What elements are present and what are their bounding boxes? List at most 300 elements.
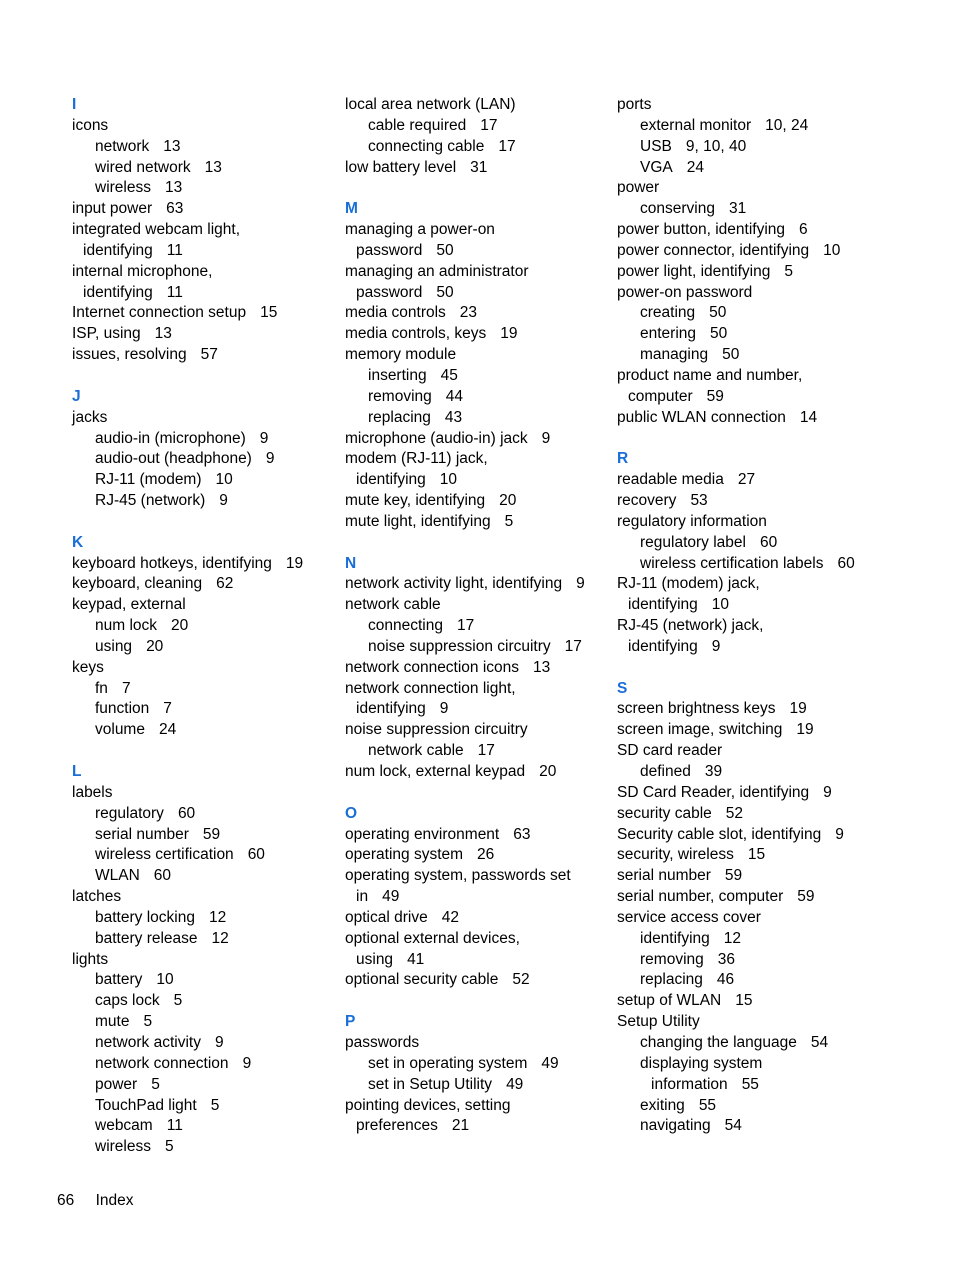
index-letter-heading: M	[345, 200, 358, 218]
index-page-ref[interactable]: 7	[121, 679, 131, 697]
index-column-3	[617, 95, 855, 1137]
index-page-ref[interactable]: 10, 24	[765, 116, 809, 134]
index-term: recovery	[617, 492, 677, 510]
index-entry	[617, 574, 855, 595]
index-term: screen image, switching	[617, 721, 783, 739]
index-entry	[72, 970, 303, 991]
index-term: network activity light, identifying	[345, 575, 563, 593]
index-term: RJ-11 (modem)	[95, 471, 202, 489]
index-page-ref[interactable]: 17	[498, 137, 516, 155]
index-page-ref[interactable]: 11	[166, 283, 183, 301]
index-entry	[345, 366, 585, 387]
index-entry	[617, 220, 855, 241]
index-term: operating system	[345, 846, 464, 864]
index-entry	[345, 1075, 585, 1096]
index-term: modem (RJ-11) jack,	[345, 450, 488, 468]
index-page-ref[interactable]: 60	[153, 867, 172, 885]
index-term: identifying	[356, 471, 426, 489]
section-spacer	[617, 658, 855, 679]
index-page-ref[interactable]: 46	[716, 971, 735, 989]
index-page-ref[interactable]: 9	[576, 575, 585, 593]
index-page-ref[interactable]: 9	[214, 1033, 224, 1051]
index-entry	[345, 429, 585, 450]
index-term: power button, identifying	[617, 221, 786, 239]
section-spacer	[72, 366, 303, 387]
index-page-ref[interactable]: 59	[202, 825, 221, 843]
index-term: wireless	[95, 1138, 151, 1156]
index-page-ref[interactable]: 9	[711, 637, 721, 655]
index-term: regulatory label	[640, 533, 746, 551]
index-term: replacing	[640, 971, 703, 989]
index-page-ref[interactable]: 5	[784, 262, 793, 280]
index-term: identifying	[628, 596, 698, 614]
index-entry	[72, 220, 303, 241]
index-page-ref[interactable]: 17	[456, 617, 475, 635]
index-page-ref[interactable]: 10	[711, 596, 730, 614]
index-page-ref[interactable]: 31	[470, 158, 488, 176]
index-term: keypad, external	[72, 596, 186, 614]
index-page-ref[interactable]: 59	[706, 387, 724, 405]
index-term: TouchPad light	[95, 1096, 197, 1114]
index-page-ref[interactable]: 54	[724, 1117, 742, 1135]
index-entry	[617, 908, 855, 929]
index-term: battery	[95, 971, 143, 989]
index-term: wireless certification labels	[640, 554, 824, 572]
index-page-ref[interactable]: 19	[789, 700, 807, 718]
index-entry	[617, 1054, 855, 1075]
footer-section-title: Index	[95, 1192, 134, 1209]
index-entry	[345, 345, 585, 366]
index-entry	[72, 804, 303, 825]
index-page-ref[interactable]: 17	[480, 116, 498, 134]
index-page-ref[interactable]: 15	[260, 304, 278, 322]
index-entry	[345, 449, 585, 470]
index-term: password	[356, 283, 423, 301]
index-term: managing a power-on	[345, 221, 495, 239]
index-page-ref[interactable]: 57	[200, 346, 218, 364]
index-term: using	[95, 637, 133, 655]
index-term: serial number	[617, 867, 711, 885]
index-page-ref[interactable]: 49	[541, 1054, 559, 1072]
section-spacer	[345, 783, 585, 804]
index-entry	[345, 658, 585, 679]
index-term: SD card reader	[617, 742, 723, 760]
index-page-ref[interactable]: 39	[704, 763, 723, 780]
index-term: replacing	[368, 408, 431, 426]
index-page-ref[interactable]: 5	[164, 1138, 174, 1156]
index-entry	[617, 303, 855, 324]
index-page-ref[interactable]: 9	[835, 825, 844, 843]
index-term: operating system, passwords set	[345, 867, 571, 885]
index-entry	[345, 1054, 585, 1075]
index-page-ref[interactable]: 5	[210, 1096, 220, 1114]
index-page-ref[interactable]: 20	[146, 637, 164, 655]
index-term: keyboard, cleaning	[72, 575, 203, 593]
index-entry	[345, 470, 585, 491]
index-entry	[72, 408, 303, 429]
index-entry	[72, 825, 303, 846]
index-entry	[72, 449, 303, 470]
index-term: low battery level	[345, 158, 457, 176]
index-term: labels	[72, 783, 113, 801]
index-page-ref[interactable]: 10	[156, 971, 174, 989]
index-entry	[72, 845, 303, 866]
index-entry	[345, 158, 585, 179]
index-entry	[617, 1075, 855, 1096]
index-page-ref[interactable]: 20	[171, 617, 189, 635]
index-entry	[72, 491, 303, 512]
index-term: issues, resolving	[72, 346, 187, 364]
index-term: security cable	[617, 804, 712, 822]
index-page-ref[interactable]: 52	[512, 971, 530, 989]
index-term: microphone (audio-in) jack	[345, 429, 528, 447]
index-page-ref[interactable]: 26	[477, 846, 495, 864]
index-entry	[345, 866, 585, 887]
index-term: preferences	[356, 1117, 438, 1135]
index-page-ref[interactable]: 44	[445, 387, 463, 405]
index-term: USB	[640, 137, 672, 155]
index-page-ref[interactable]: 5	[173, 992, 183, 1010]
index-letter-heading: L	[72, 763, 82, 780]
index-entry	[72, 595, 303, 616]
index-letter-heading: N	[345, 554, 357, 572]
section-spacer	[345, 533, 585, 554]
index-page-ref[interactable]: 17	[564, 637, 582, 655]
index-page-ref[interactable]: 45	[440, 366, 458, 384]
index-term: changing the language	[640, 1033, 797, 1051]
index-letter-heading: P	[345, 1013, 356, 1031]
index-entry	[617, 241, 855, 262]
index-term: integrated webcam light,	[72, 221, 241, 239]
index-term: volume	[95, 721, 145, 739]
index-page-ref[interactable]: 12	[723, 929, 742, 947]
index-entry	[72, 574, 303, 595]
section-spacer	[72, 741, 303, 762]
index-page-ref[interactable]: 60	[177, 804, 196, 822]
index-entry	[345, 512, 585, 533]
index-term: regulatory	[95, 804, 164, 822]
index-entry	[345, 637, 585, 658]
index-entry	[345, 908, 585, 929]
index-page-ref[interactable]: 24	[158, 721, 177, 739]
index-entry	[617, 533, 855, 554]
index-term: power connector, identifying	[617, 241, 810, 259]
index-entry	[617, 470, 855, 491]
index-page-ref[interactable]: 10	[215, 471, 233, 489]
index-term: lights	[72, 950, 109, 968]
index-page-ref[interactable]: 11	[166, 241, 183, 259]
index-term: keyboard hotkeys, identifying	[72, 554, 272, 572]
index-term: conserving	[640, 200, 715, 218]
index-page-ref[interactable]: 6	[799, 221, 808, 239]
index-term: battery release	[95, 929, 198, 947]
index-page-ref[interactable]: 12	[208, 908, 227, 926]
index-entry	[345, 387, 585, 408]
index-letter-heading: O	[345, 804, 358, 822]
index-page-ref[interactable]: 13	[204, 158, 222, 176]
index-page-ref[interactable]: 50	[436, 241, 454, 259]
index-term: connecting cable	[368, 137, 485, 155]
index-column-1	[72, 95, 303, 1158]
index-term: identifying	[83, 241, 153, 259]
index-page-ref[interactable]: 13	[154, 325, 172, 343]
index-entry	[72, 303, 303, 324]
index-entry	[617, 970, 855, 991]
index-page-ref[interactable]: 11	[166, 1117, 183, 1135]
index-page-ref[interactable]: 60	[837, 554, 855, 572]
index-page-ref[interactable]: 19	[796, 721, 814, 739]
index-term: removing	[640, 950, 704, 968]
index-term: wired network	[95, 158, 191, 176]
index-page-ref[interactable]: 9	[541, 429, 551, 447]
index-page-ref[interactable]: 59	[797, 888, 815, 906]
index-page-ref[interactable]: 19	[285, 554, 304, 572]
index-page-ref[interactable]: 53	[690, 492, 708, 510]
index-page-ref[interactable]: 50	[709, 304, 727, 322]
index-page-ref[interactable]: 7	[163, 700, 172, 718]
index-entry	[72, 1075, 303, 1096]
index-letter-heading: J	[72, 387, 81, 405]
index-entry	[345, 491, 585, 512]
index-term: optional external devices,	[345, 929, 520, 947]
index-page-ref[interactable]: 9	[823, 783, 832, 801]
index-term: displaying system	[640, 1054, 763, 1072]
index-entry	[72, 991, 303, 1012]
index-entry	[72, 679, 303, 700]
section-spacer	[345, 991, 585, 1012]
index-page-ref[interactable]: 59	[724, 867, 743, 885]
index-page-ref[interactable]: 15	[735, 992, 753, 1010]
index-page-ref[interactable]: 13	[164, 179, 183, 197]
index-entry	[617, 783, 855, 804]
index-page-ref[interactable]: 55	[741, 1075, 759, 1093]
index-page-ref[interactable]: 63	[513, 825, 531, 843]
index-entry	[72, 283, 303, 304]
index-entry	[617, 178, 855, 199]
index-entry	[617, 741, 855, 762]
index-page-ref[interactable]: 20	[499, 492, 517, 510]
index-page-ref[interactable]: 5	[143, 1013, 153, 1031]
index-page-ref[interactable]: 13	[163, 137, 181, 155]
index-letter-heading: S	[617, 679, 628, 697]
index-entry	[617, 616, 855, 637]
index-page-ref[interactable]: 14	[799, 408, 818, 426]
index-term: num lock, external keypad	[345, 763, 526, 780]
index-page-ref[interactable]: 42	[441, 908, 459, 926]
index-term: setup of WLAN	[617, 992, 722, 1010]
index-entry	[72, 345, 303, 366]
index-entry	[72, 429, 303, 450]
index-term: screen brightness keys	[617, 700, 776, 718]
index-entry	[72, 866, 303, 887]
index-entry	[345, 283, 585, 304]
index-entry	[72, 554, 303, 575]
index-entry	[72, 929, 303, 950]
index-entry	[617, 595, 855, 616]
index-page-ref[interactable]: 41	[407, 950, 425, 968]
index-entry	[345, 679, 585, 700]
index-term: jacks	[72, 408, 108, 426]
index-term: fn	[95, 679, 108, 697]
index-page-ref[interactable]: 9	[242, 1054, 252, 1072]
section-spacer	[72, 512, 303, 533]
index-column-2	[345, 95, 585, 1137]
index-term: SD Card Reader, identifying	[617, 783, 810, 801]
index-page-ref[interactable]: 9	[219, 492, 228, 510]
index-term: power	[617, 179, 660, 197]
index-term: power-on password	[617, 283, 753, 301]
index-term: network activity	[95, 1033, 201, 1051]
index-entry	[345, 1033, 585, 1054]
index-entry	[72, 158, 303, 179]
index-page-ref[interactable]: 49	[506, 1075, 524, 1093]
index-page-ref[interactable]: 21	[451, 1117, 470, 1135]
index-term: serial number	[95, 825, 189, 843]
index-term: Internet connection setup	[72, 304, 247, 322]
index-entry	[617, 845, 855, 866]
index-entry	[617, 408, 855, 429]
index-page-ref[interactable]: 10	[439, 471, 458, 489]
index-term: function	[95, 700, 150, 718]
index-term: computer	[628, 387, 693, 405]
index-term: local area network (LAN)	[345, 96, 516, 113]
index-page-ref[interactable]: 60	[759, 533, 778, 551]
index-entry	[345, 825, 585, 846]
index-page-ref[interactable]: 54	[810, 1033, 829, 1051]
index-entry	[72, 699, 303, 720]
index-term: readable media	[617, 471, 724, 489]
index-entry	[617, 387, 855, 408]
index-entry	[72, 1137, 303, 1158]
index-term: pointing devices, setting	[345, 1096, 511, 1114]
index-term: passwords	[345, 1033, 420, 1051]
index-letter-heading: K	[72, 533, 84, 551]
index-entry	[617, 512, 855, 533]
index-term: connecting	[368, 617, 443, 635]
index-term: optical drive	[345, 908, 428, 926]
index-page-ref[interactable]: 31	[728, 200, 747, 218]
index-entry	[617, 324, 855, 345]
index-page-ref[interactable]: 19	[500, 325, 518, 343]
index-entry	[345, 887, 585, 908]
index-entry	[345, 95, 585, 116]
index-term: Security cable slot, identifying	[617, 825, 822, 843]
index-entry	[345, 970, 585, 991]
index-page-ref[interactable]: 10	[823, 241, 841, 259]
index-page-ref[interactable]: 9	[439, 700, 449, 718]
index-entry	[72, 199, 303, 220]
index-page-ref[interactable]: 15	[747, 846, 766, 864]
index-entry	[72, 1096, 303, 1117]
index-page-ref[interactable]: 5	[504, 512, 514, 530]
index-page-ref[interactable]: 63	[166, 200, 184, 218]
index-page-ref[interactable]: 50	[436, 283, 454, 301]
index-term: network connection icons	[345, 658, 520, 676]
index-page-ref[interactable]: 13	[533, 658, 551, 676]
index-page-ref[interactable]: 24	[686, 158, 704, 176]
index-term: icons	[72, 116, 109, 134]
index-entry	[72, 950, 303, 971]
index-term: VGA	[640, 158, 673, 176]
index-entry	[345, 845, 585, 866]
index-term: creating	[640, 304, 696, 322]
index-term: noise suppression circuitry	[368, 637, 551, 655]
index-term: RJ-45 (network)	[95, 492, 206, 510]
index-page-ref[interactable]: 27	[737, 471, 756, 489]
index-term: set in operating system	[368, 1054, 528, 1072]
index-term: caps lock	[95, 992, 160, 1010]
index-page-ref[interactable]: 5	[151, 1075, 160, 1093]
index-entry	[72, 1116, 303, 1137]
index-entry	[72, 1054, 303, 1075]
index-term: managing	[640, 346, 709, 364]
index-page-ref[interactable]: 9	[265, 450, 275, 468]
index-term: memory module	[345, 346, 457, 364]
index-entry	[617, 137, 855, 158]
index-entry	[617, 825, 855, 846]
index-entry	[345, 1116, 585, 1137]
index-entry	[345, 241, 585, 262]
index-page-ref[interactable]: 50	[710, 325, 728, 343]
index-term: num lock	[95, 617, 158, 635]
index-entry	[345, 929, 585, 950]
index-letter-heading: R	[617, 450, 629, 468]
index-page-ref[interactable]: 36	[717, 950, 735, 968]
index-entry	[617, 929, 855, 950]
index-entry	[345, 741, 585, 762]
index-page-ref[interactable]: 9	[259, 429, 269, 447]
index-entry	[345, 720, 585, 741]
index-page-ref[interactable]: 50	[722, 346, 740, 364]
index-term: entering	[640, 325, 697, 343]
index-entry	[617, 699, 855, 720]
index-term: identifying	[640, 929, 710, 947]
index-entry	[617, 804, 855, 825]
index-page-ref[interactable]: 62	[216, 575, 234, 593]
index-term: media controls, keys	[345, 325, 487, 343]
index-page-ref[interactable]: 43	[444, 408, 463, 426]
index-page-ref[interactable]: 55	[698, 1096, 717, 1114]
index-entry	[617, 491, 855, 512]
index-term: input power	[72, 200, 153, 218]
index-entry	[617, 1096, 855, 1117]
index-term: product name and number,	[617, 366, 803, 384]
index-entry	[617, 1033, 855, 1054]
index-term: network cable	[368, 742, 464, 760]
index-entry	[617, 991, 855, 1012]
index-page-ref[interactable]: 20	[539, 763, 557, 780]
index-term: identifying	[628, 637, 698, 655]
index-page-ref[interactable]: 52	[725, 804, 744, 822]
index-page-ref[interactable]: 9, 10, 40	[685, 137, 747, 155]
index-entry	[72, 241, 303, 262]
index-term: webcam	[95, 1117, 153, 1135]
index-entry	[617, 762, 855, 783]
index-page-ref[interactable]: 17	[477, 742, 495, 760]
index-page-ref[interactable]: 23	[459, 304, 478, 322]
index-term: cable required	[368, 116, 467, 134]
index-term: internal microphone,	[72, 262, 213, 280]
index-page-ref[interactable]: 49	[382, 888, 400, 906]
index-page-ref[interactable]: 60	[247, 846, 265, 864]
index-entry	[72, 616, 303, 637]
index-term: operating environment	[345, 825, 500, 843]
index-entry	[72, 783, 303, 804]
index-entry	[72, 1012, 303, 1033]
index-term: audio-out (headphone)	[95, 450, 252, 468]
index-entry	[617, 95, 855, 116]
index-page-ref[interactable]: 12	[211, 929, 229, 947]
